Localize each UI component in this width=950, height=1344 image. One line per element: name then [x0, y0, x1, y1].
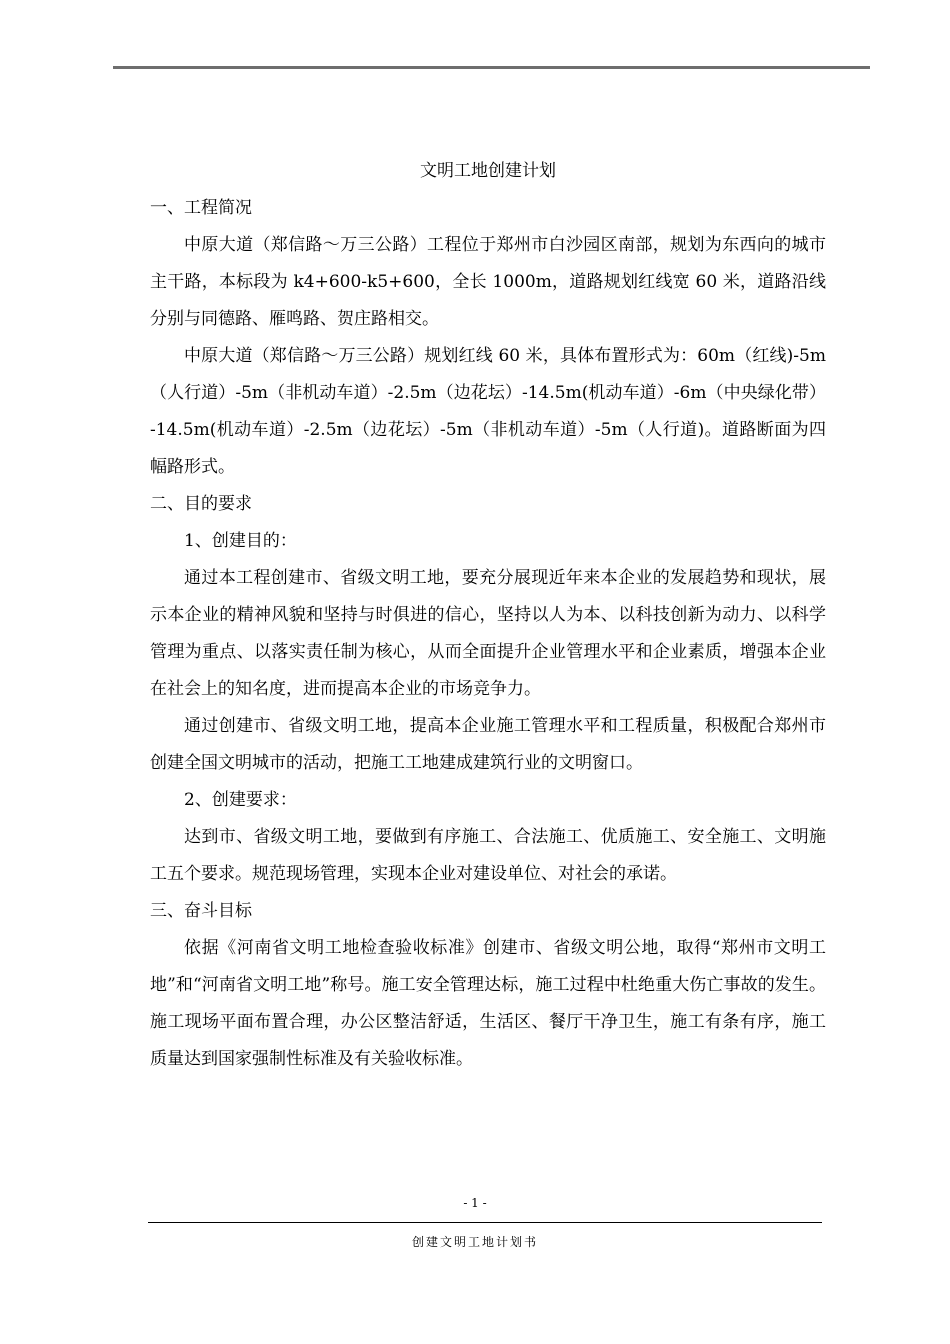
section-heading: 一、工程简况	[150, 198, 252, 218]
subsection-heading: 2、创建要求：	[184, 790, 297, 810]
document-title: 文明工地创建计划	[420, 161, 556, 181]
paragraph: 中原大道（郑信路～万三公路）规划红线 60 米，具体布置形式为：60m（红线)-5m（人行道）-5m（非机动车道）-2.5m（边花坛）-14.5m(机动车道）-6m（中央绿化带）-14.5m(机动车道）-2.5m（边花坛）-5m（非机动车道）-5m（人行道)。道路断面为四幅路形式。	[150, 346, 826, 477]
subsection-heading: 1、创建目的：	[184, 531, 297, 551]
paragraph: 达到市、省级文明工地，要做到有序施工、合法施工、优质施工、安全施工、文明施工五个要求。规范现场管理，实现本企业对建设单位、对社会的承诺。	[150, 827, 826, 884]
footer-rule	[148, 1222, 822, 1223]
paragraph: 中原大道（郑信路～万三公路）工程位于郑州市白沙园区南部，规划为东西向的城市主干路，本标段为 k4+600-k5+600，全长 1000m，道路规划红线宽 60 米，道路沿线分别与同德路、雁鸣路、贺庄路相交。	[150, 235, 826, 329]
section-heading: 三、奋斗目标	[150, 901, 252, 921]
paragraph: 依据《河南省文明工地检查验收标准》创建市、省级文明公地，取得“郑州市文明工地”和“河南省文明工地”称号。施工安全管理达标，施工过程中杜绝重大伤亡事故的发生。施工现场平面布置合理，办公区整洁舒适，生活区、餐厅干净卫生，施工有条有序，施工质量达到国家强制性标准及有关验收标准。	[150, 938, 826, 1069]
footer-title: 创建文明工地计划书	[411, 1235, 538, 1249]
section-goals	[150, 893, 826, 1078]
section-heading: 二、目的要求	[150, 494, 252, 514]
paragraph: 通过本工程创建市、省级文明工地，要充分展现近年来本企业的发展趋势和现状，展示本企业的精神风貌和坚持与时俱进的信心，坚持以人为本、以科技创新为动力、以科学管理为重点、以落实责任制为核心，从而全面提升企业管理水平和企业素质，增强本企业在社会上的知名度，进而提高本企业的市场竞争力。	[150, 568, 826, 699]
section-objectives	[150, 486, 826, 893]
paragraph: 通过创建市、省级文明工地，提高本企业施工管理水平和工程质量，积极配合郑州市创建全国文明城市的活动，把施工工地建成建筑行业的文明窗口。	[150, 716, 826, 773]
page-number: - 1 -	[463, 1196, 487, 1210]
header-rule	[113, 66, 870, 69]
document-body	[150, 154, 826, 1078]
section-project-overview	[150, 190, 826, 486]
